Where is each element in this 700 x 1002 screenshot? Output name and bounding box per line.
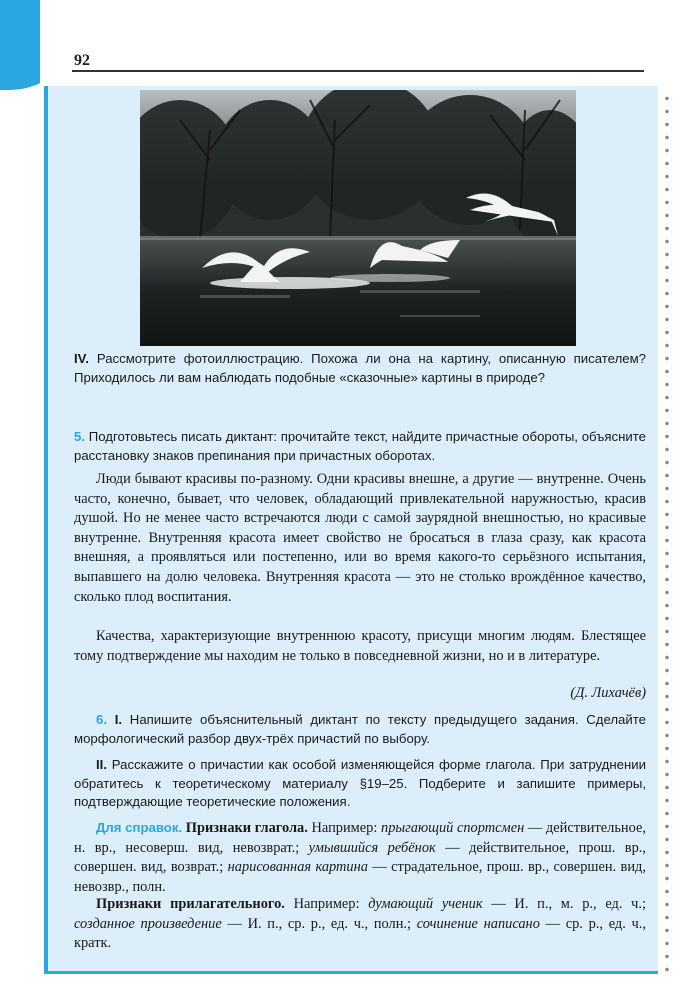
- task-iv-text: Рассмотрите фотоиллюстрацию. Похожа ли она на картину, описанную писателем? Приходилось ли вам наблюдать подобные «сказочные» картины в природе?: [74, 351, 646, 385]
- task-6-part-1-text: Напишите объяснительный диктант по тексту предыдущего задания. Сделайте морфологический разбор двух-трёх причастий по выбору.: [74, 712, 646, 746]
- reference-verb-example-3: нарисованная картина: [227, 859, 368, 876]
- header-rule: [72, 70, 644, 72]
- reference-verb-desc-3: — страдательное, прош. вр., совершен. вид, невозвр., полн.: [74, 859, 646, 895]
- dictation-paragraph-1: Люди бывают красивы по-разному. Одни красивы внешне, а другие — внутренне. Очень часто, конечно, бывает, что человек, обладающий привлекательной наружностью, красив душой. Но не менее часто встречаются люди с самой заурядной внешностью, но красивые внутренне. Внутренняя красота имеет свойство не бросаться в глаза сразу, как красота внешняя, а проявляться или постепенно, или во время какого-то серьёзного испытания, выпавшего на долю человека. Внутренняя красота — это не столько врождённое качество, сколько плод воспитания.: [74, 471, 646, 605]
- task-6-label: 6.: [96, 712, 107, 727]
- dictation-author: (Д. Лихачёв): [570, 685, 646, 701]
- swans-photo-icon: [140, 90, 576, 346]
- task-5: [74, 428, 646, 465]
- task-6-part-1-label: I.: [114, 712, 123, 727]
- reference-adjective-example-1: думающий ученик: [368, 896, 483, 912]
- reference-verb-example-2: умывшийся ребёнок: [308, 839, 436, 856]
- task-5-label: 5.: [74, 429, 85, 444]
- page-number: 92: [74, 52, 90, 69]
- task-iv-label: IV.: [74, 351, 89, 366]
- reference-adjective-lead: Например:: [293, 896, 360, 912]
- task-6-part-2-text: Расскажите о причастии как особой изменяющейся форме глагола. При затруднении обратитесь к теоретическому материалу §19–25. Подберите и запишите примеры, подтверждающие теоретические положения.: [74, 757, 646, 809]
- reference-verb-example-1: прыгающий спортсмен: [381, 820, 525, 836]
- reference-adjective-example-2: созданное произведение: [74, 915, 222, 932]
- reference-adjective-example-3: сочинение написано: [416, 915, 540, 932]
- reference-label: Для справок.: [96, 820, 183, 835]
- reference-verb-desc-1: — действительное, н. вр., несоверш. вид, невозврат.;: [74, 820, 646, 856]
- task-iv: [74, 350, 646, 387]
- dotted-margin: [664, 92, 670, 972]
- task-5-text: Подготовьтесь писать диктант: прочитайте текст, найдите причастные обороты, объясните расстановку знаков препинания при причастных оборотах.: [74, 429, 646, 463]
- task-6-part-1: [74, 711, 646, 748]
- reference-verb-title: Признаки глагола.: [185, 820, 308, 836]
- dictation-paragraph-2: Качества, характеризующие внутреннюю красоту, присущи многим людям. Блестящее тому подтверждение мы находим не только в повседневной жизни, но и в литературе.: [74, 628, 646, 664]
- task-6-part-2: [74, 756, 646, 812]
- reference-adjective-desc-3: — ср. р., ед. ч., кратк.: [74, 915, 646, 952]
- reference-adjective: [74, 895, 646, 954]
- header-area: [40, 0, 700, 90]
- reference-adjective-title: Признаки прилагательного.: [96, 896, 285, 912]
- reference-verb: [74, 818, 646, 897]
- reference-verb-lead: Например:: [311, 820, 378, 836]
- swans-photo: [140, 90, 576, 346]
- task-6-part-2-label: II.: [96, 757, 107, 772]
- reference-adjective-desc-1: — И. п., м. р., ед. ч.;: [491, 896, 646, 912]
- reference-verb-desc-2: — действительное, прош. вр., совершен. вид, возврат.;: [74, 839, 646, 876]
- reference-adjective-desc-2: — И. п., ср. р., ед. ч., полн.;: [227, 915, 412, 932]
